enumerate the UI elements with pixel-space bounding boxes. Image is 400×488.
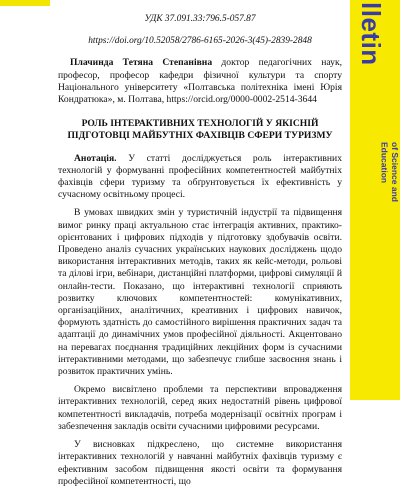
article-content bbox=[58, 13, 342, 488]
journal-name: lletin bbox=[356, 2, 386, 66]
body-paragraph-2: Окремо висвітлено проблеми та перспективи впровадження інтерактивних технологій, серед яких недостатній рівень цифрової компетентності викладачів, потреба модернізації освітніх програм і забезпечення закладів освіти сучасними цифровими ресурсами. bbox=[58, 384, 342, 432]
author-affiliation: доктор педагогічних наук, професор, професор кафедри фізичної культури та спорту Національного університету «Полтавська політехніка імені Юрія Кондратюка», м. Полтава, https://orcid.org/0000-0002-2514-3644 bbox=[58, 57, 343, 106]
abstract-label: Анотація. bbox=[74, 152, 117, 164]
yellow-corner-band bbox=[0, 0, 50, 6]
author-name: Плачинда Тетяна Степанівна bbox=[70, 57, 213, 69]
journal-subtitle-line-2: Education bbox=[379, 142, 390, 184]
udc-code: УДК 37.091.33:796.5-057.87 bbox=[144, 14, 256, 24]
journal-subtitle-line-1: of Science and bbox=[390, 142, 400, 202]
author-info bbox=[58, 57, 342, 106]
abstract-text: У статті досліджується роль інтерактивних технологій у формуванні професійних компетентностей майбутніх фахівців сфери туризму та обґрунтовується їх ефективність у сучасному освітньому процесі. bbox=[58, 152, 342, 201]
body-paragraph-3: У висновках підкреслено, що системне використання інтерактивних технологій у навчанні майбутніх фахівців туризму є ефективним засобом підвищення якості освіти та формування професійної компетентності, що bbox=[58, 439, 342, 487]
abstract-paragraph bbox=[58, 153, 342, 202]
article-title: РОЛЬ ІНТЕРАКТИВНИХ ТЕХНОЛОГІЙ У ЯКІСНІЙ ПІДГОТОВЦІ МАЙБУТНІХ ФАХІВЦІВ СФЕРИ ТУРИЗМУ bbox=[67, 118, 333, 142]
journal-sidebar bbox=[350, 0, 400, 400]
journal-logo-text bbox=[358, 2, 384, 66]
doi-link[interactable]: https://doi.org/10.52058/2786-6165-2026-3(45)-2839-2848 bbox=[88, 36, 312, 47]
journal-subtitle bbox=[380, 142, 400, 202]
body-paragraph-1: В умовах швидких змін у туристичній індустрії та підвищення вимог ринку праці актуальною стає інтеграція активних, практико-орієнтованих і цифрових підходів у підготовку здобувачів освіти. Проведено аналіз сучасних українських наукових досліджень щодо використання інтерактивних методів, таких як кейс-методи, рольові та ділові ігри, вебінари, дистанційні платформи, цифрові симуляції й онлайн-тести. Показано, що інтерактивні технології сприяють розвитку ключових компетентностей: комунікативних, організаційних, аналітичних, креативних і цифрових навичок, формують здатність до самостійного вирішення практичних задач та адаптації до динамічних умов професійної діяльності. Акцентовано на перевагах поєднання традиційних лекційних форм із сучасними інтерактивними методами, що забезпечує глибше засвоєння знань і розвиток практичних умінь. bbox=[58, 207, 342, 378]
